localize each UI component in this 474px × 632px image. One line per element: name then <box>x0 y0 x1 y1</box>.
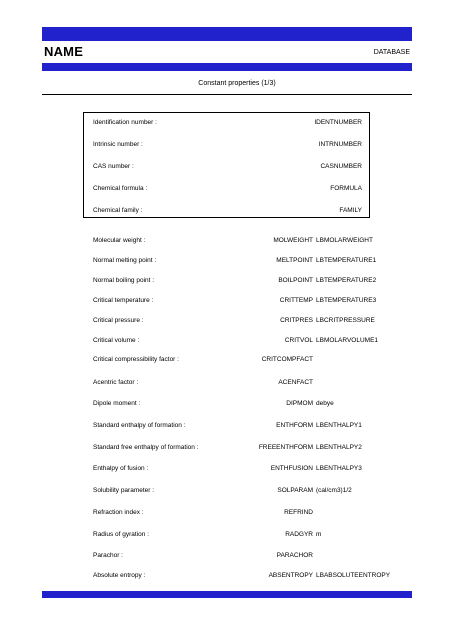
header-bottom-bar <box>42 63 412 71</box>
property-label: Dipole moment : <box>93 400 141 407</box>
property-unit: LBTEMPERATURE1 <box>316 257 377 264</box>
property-label: Critical volume : <box>93 337 140 344</box>
property-value: FREEENTHFORM <box>258 444 313 451</box>
property-value: CRITVOL <box>284 337 313 344</box>
property-label: Enthalpy of fusion : <box>93 465 149 472</box>
property-value: CRITPRES <box>280 317 313 324</box>
section-title: Constant properties (1/3) <box>198 80 276 87</box>
identification-value: FORMULA <box>330 185 362 192</box>
property-unit: LBMOLARVOLUME1 <box>316 337 379 344</box>
header-top-bar <box>42 27 412 41</box>
footer-bar <box>42 591 412 598</box>
property-value: CRITTEMP <box>279 297 313 304</box>
property-label: Molecular weight : <box>93 237 146 244</box>
property-label: Critical pressure : <box>93 317 144 324</box>
property-label: Normal melting point : <box>93 257 157 264</box>
identification-label: Chemical family : <box>93 207 143 214</box>
property-unit: LBCRITPRESSURE <box>316 317 375 324</box>
property-label: Critical temperature : <box>93 297 154 304</box>
identification-value: CASNUMBER <box>320 163 362 170</box>
property-unit: LBENTHALPY2 <box>316 444 362 451</box>
property-value: MOLWEIGHT <box>273 237 313 244</box>
database-label: DATABASE <box>373 49 410 56</box>
property-label: Refraction index : <box>93 509 144 516</box>
property-label: Absolute entropy : <box>93 572 146 579</box>
property-label: Solubility parameter : <box>93 487 155 494</box>
property-unit: m <box>316 531 322 538</box>
property-unit: LBENTHALPY3 <box>316 465 362 472</box>
property-unit: LBMOLARWEIGHT <box>316 237 373 244</box>
identification-label: Chemical formula : <box>93 185 148 192</box>
property-value: ENTHFORM <box>276 422 313 429</box>
property-value: DIPMOM <box>286 400 313 407</box>
identification-label: CAS number : <box>93 163 134 170</box>
property-value: ABSENTROPY <box>268 572 313 579</box>
property-value: ACENFACT <box>278 379 313 386</box>
property-label: Parachor : <box>93 552 123 559</box>
property-label: Radius of gyration : <box>93 531 150 538</box>
property-value: PARACHOR <box>276 552 313 559</box>
property-value: ENTHFUSION <box>270 465 313 472</box>
property-value: RADGYR <box>285 531 313 538</box>
property-label: Standard enthalpy of formation : <box>93 422 186 429</box>
identification-value: IDENTNUMBER <box>314 119 362 126</box>
property-unit: (cal/cm3)1/2 <box>316 487 352 494</box>
section-divider <box>42 94 412 95</box>
property-unit: debye <box>316 400 334 407</box>
identification-value: FAMILY <box>339 207 362 214</box>
property-unit: LBTEMPERATURE3 <box>316 297 377 304</box>
property-label: Normal boiling point : <box>93 277 155 284</box>
identification-label: Identification number : <box>93 119 157 126</box>
page-title: NAME <box>44 44 84 59</box>
property-label: Critical compressibility factor : <box>93 356 179 363</box>
property-label: Acentric factor : <box>93 379 139 386</box>
property-unit: LBTEMPERATURE2 <box>316 277 377 284</box>
property-unit: LBABSOLUTEENTROPY <box>316 572 391 579</box>
property-value: CRITCOMPFACT <box>261 356 313 363</box>
property-value: BOILPOINT <box>278 277 313 284</box>
identification-label: Intrinsic number : <box>93 141 143 148</box>
property-value: SOLPARAM <box>277 487 313 494</box>
property-label: Standard free enthalpy of formation : <box>93 444 199 451</box>
identification-value: INTRNUMBER <box>318 141 362 148</box>
property-value: MELTPOINT <box>276 257 313 264</box>
property-unit: LBENTHALPY1 <box>316 422 362 429</box>
property-value: REFRIND <box>284 509 313 516</box>
